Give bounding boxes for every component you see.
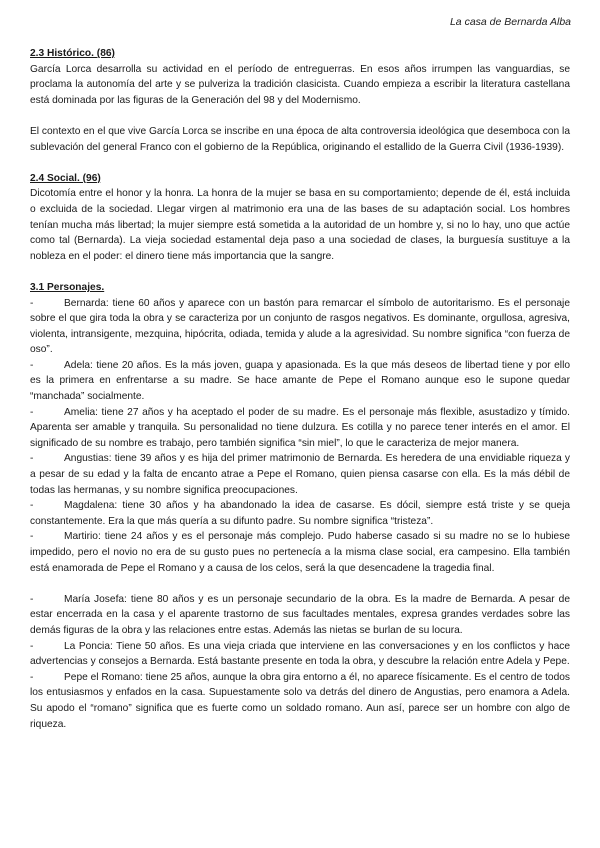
list-item: - Angustias: tiene 39 años y es hija del primer matrimonio de Bernarda. Es heredera de una envidiable riqueza y a pesar de su edad y la falta de encanto atrae a Pepe el Romano, quien piensa casarse con ella. Es la más débil de todas las hermanas, y su nombre significa preocupaciones. <box>30 453 570 496</box>
paragraph: Dicotomía entre el honor y la honra. La honra de la mujer se basa en su comportamiento; depende de él, está incluida o excluida de la sociedad. Llegar virgen al matrimonio era una de las bases de su adaptación social. Los hombres tenían mucha más libertad; la mujer siempre está sometida a la autoridad de un hombre y, si no lo hay, uno que actúe como tal (Bernarda). La vieja sociedad estamental deja paso a una sociedad de clases, la burguesía sustituye a la nobleza en el poder: el dinero tiene más importancia que la sangre. <box>30 188 570 262</box>
section-heading-social: 2.4 Social. (96) <box>30 172 101 184</box>
character-list <box>30 296 570 733</box>
character-description: María Josefa: tiene 80 años y es un personaje secundario de la obra. Es la madre de Bernarda. A pesar de estar encerrada en la casa y el aparente trastorno de sus facultades mentales, expresa grandes verdades sobre las demás figuras de la obra y las relaciones entre estas. Además las nietas se burlan de su locura. <box>30 593 570 636</box>
list-item: - María Josefa: tiene 80 años y es un personaje secundario de la obra. Es la madre de Bernarda. A pesar de estar encerrada en la casa y el aparente trastorno de sus facultades mentales, expresa grandes verdades sobre las demás figuras de la obra y las relaciones entre estas. Además las nietas se burlan de su locura. <box>30 593 570 636</box>
character-description: La Poncia: Tiene 50 años. Es una vieja criada que interviene en las conversaciones y en los conflictos y hace advertencias y consejos a Bernarda. Está bastante presente en toda la obra, y descubre la relación entre Adela y Pepe. <box>30 640 570 668</box>
character-description: Amelia: tiene 27 años y ha aceptado el poder de su madre. Es el personaje más flexible, asustadizo y tímido. Aparenta ser amable y tranquila. Su personalidad no tiene dulzura. Es cotilla y no parece tener interés en el amor. El significado de su nombre es trabajo, pero también significa “sin miel”, lo que le caracteriza de mejor manera. <box>30 406 570 449</box>
character-description: Martirio: tiene 24 años y es el personaje más complejo. Pudo haberse casado si su madre no se lo hubiese impedido, pero el novio no era de su gusto pues no pertenecía a la misma clase social, era campesino. Ella también está enamorada de Pepe el Romano y a causa de los celos, será la que desencadene la tragedia final. <box>30 531 570 574</box>
section-heading-personajes: 3.1 Personajes. <box>30 281 105 293</box>
paragraph: El contexto en el que vive García Lorca se inscribe en una época de alta controversia ideológica que desemboca con la sublevación del general Franco con el gobierno de la República, originando el estallido de la Guerra Civil (1936-1939). <box>30 125 570 153</box>
list-item: - Adela: tiene 20 años. Es la más joven, guapa y apasionada. Es la que más deseos de libertad tiene y por ello es la primera en enfrentarse a su madre. Se hace amante de Pepe el Romano aunque eso le supone quedar “manchada” socialmente. <box>30 359 570 403</box>
paragraph: García Lorca desarrolla su actividad en el período de entreguerras. En esos años irrumpen las vanguardias, se proclama la autonomía del arte y se pulveriza la tradición clasicista. Cuando empieza a escribir la literatura castellana está dominada por las figuras de la Generación del 98 y del Modernismo. <box>30 63 570 106</box>
list-item: - Amelia: tiene 27 años y ha aceptado el poder de su madre. Es el personaje más flexible, asustadizo y tímido. Aparenta ser amable y tranquila. Su personalidad no tiene dulzura. Es cotilla y no parece tener interés en el amor. El significado de su nombre es trabajo, pero también significa “sin miel”, lo que le caracteriza de mejor manera. <box>30 406 570 449</box>
list-item: - Martirio: tiene 24 años y es el personaje más complejo. Pudo haberse casado si su madre no se lo hubiese impedido, pero el novio no era de su gusto pues no pertenecía a la misma clase social, era campesino. Ella también está enamorada de Pepe el Romano y a causa de los celos, será la que desencadene la tragedia final. <box>30 531 570 574</box>
character-description: Magdalena: tiene 30 años y ha abandonado la idea de casarse. Es dócil, siempre está triste y se queja constantemente. Era la que más quería a su difunto padre. Su nombre significa “tristeza”. <box>30 500 570 527</box>
list-item: - Bernarda: tiene 60 años y aparece con un bastón para remarcar el símbolo de autoritarismo. Es el personaje sobre el que gira toda la obra y se caracteriza por un conjunto de rasgos negativos. Es dominante, orgullosa, agresiva, violenta, intransigente, mezquina, hipócrita, odiada, temida y alude a la agresividad. Su nombre significa “con fuerza de oso”. <box>30 297 570 356</box>
character-description: Bernarda: tiene 60 años y aparece con un bastón para remarcar el símbolo de autoritarismo. Es el personaje sobre el que gira toda la obra y se caracteriza por un conjunto de rasgos negativos. Es dominante, orgullosa, agresiva, violenta, intransigente, mezquina, hipócrita, odiada, temida y alude a la agresividad. Su nombre significa “con fuerza de oso”. <box>30 297 570 356</box>
character-description: Pepe el Romano: tiene 25 años, aunque la obra gira entorno a él, no aparece físicamente. Es el centro de todos los entusiasmos y enfados en la casa. Supuestamente solo va detrás del dinero de Angustias, pero enamora a Adela. Su apodo el “romano” significa que es fuerte como un soldado romano. Aun así, parece ser un hombre con algo de riqueza. <box>30 671 570 730</box>
section-heading-historico: 2.3 Histórico. (86) <box>30 48 115 59</box>
list-item: - La Poncia: Tiene 50 años. Es una vieja criada que interviene en las conversaciones y en los conflictos y hace advertencias y consejos a Bernarda. Está bastante presente en toda la obra, y descubre la relación entre Adela y Pepe. <box>30 640 570 668</box>
character-description: Angustias: tiene 39 años y es hija del primer matrimonio de Bernarda. Es heredera de una envidiable riqueza y a pesar de su edad y la falta de encanto atrae a Pepe el Romano, quien piensa casarse con ella. Es la más débil de todas las hermanas, y su nombre significa preocupaciones. <box>30 453 570 496</box>
character-description: Adela: tiene 20 años. Es la más joven, guapa y apasionada. Es la que más deseos de libertad tiene y por ello es la primera en enfrentarse a su madre. Se hace amante de Pepe el Romano aunque eso le supone quedar “manchada” socialmente. <box>30 359 570 403</box>
document-body <box>30 46 570 732</box>
running-header: La casa de Bernarda Alba <box>449 16 571 28</box>
list-item: - Pepe el Romano: tiene 25 años, aunque la obra gira entorno a él, no aparece físicamente. Es el centro de todos los entusiasmos y enfados en la casa. Supuestamente solo va detrás del dinero de Angustias, pero enamora a Adela. Su apodo el “romano” significa que es fuerte como un soldado romano. Aun así, parece ser un hombre con algo de riqueza. <box>30 671 570 730</box>
list-item: - Magdalena: tiene 30 años y ha abandonado la idea de casarse. Es dócil, siempre está triste y se queja constantemente. Era la que más quería a su difunto padre. Su nombre significa “tristeza”. <box>30 500 570 527</box>
